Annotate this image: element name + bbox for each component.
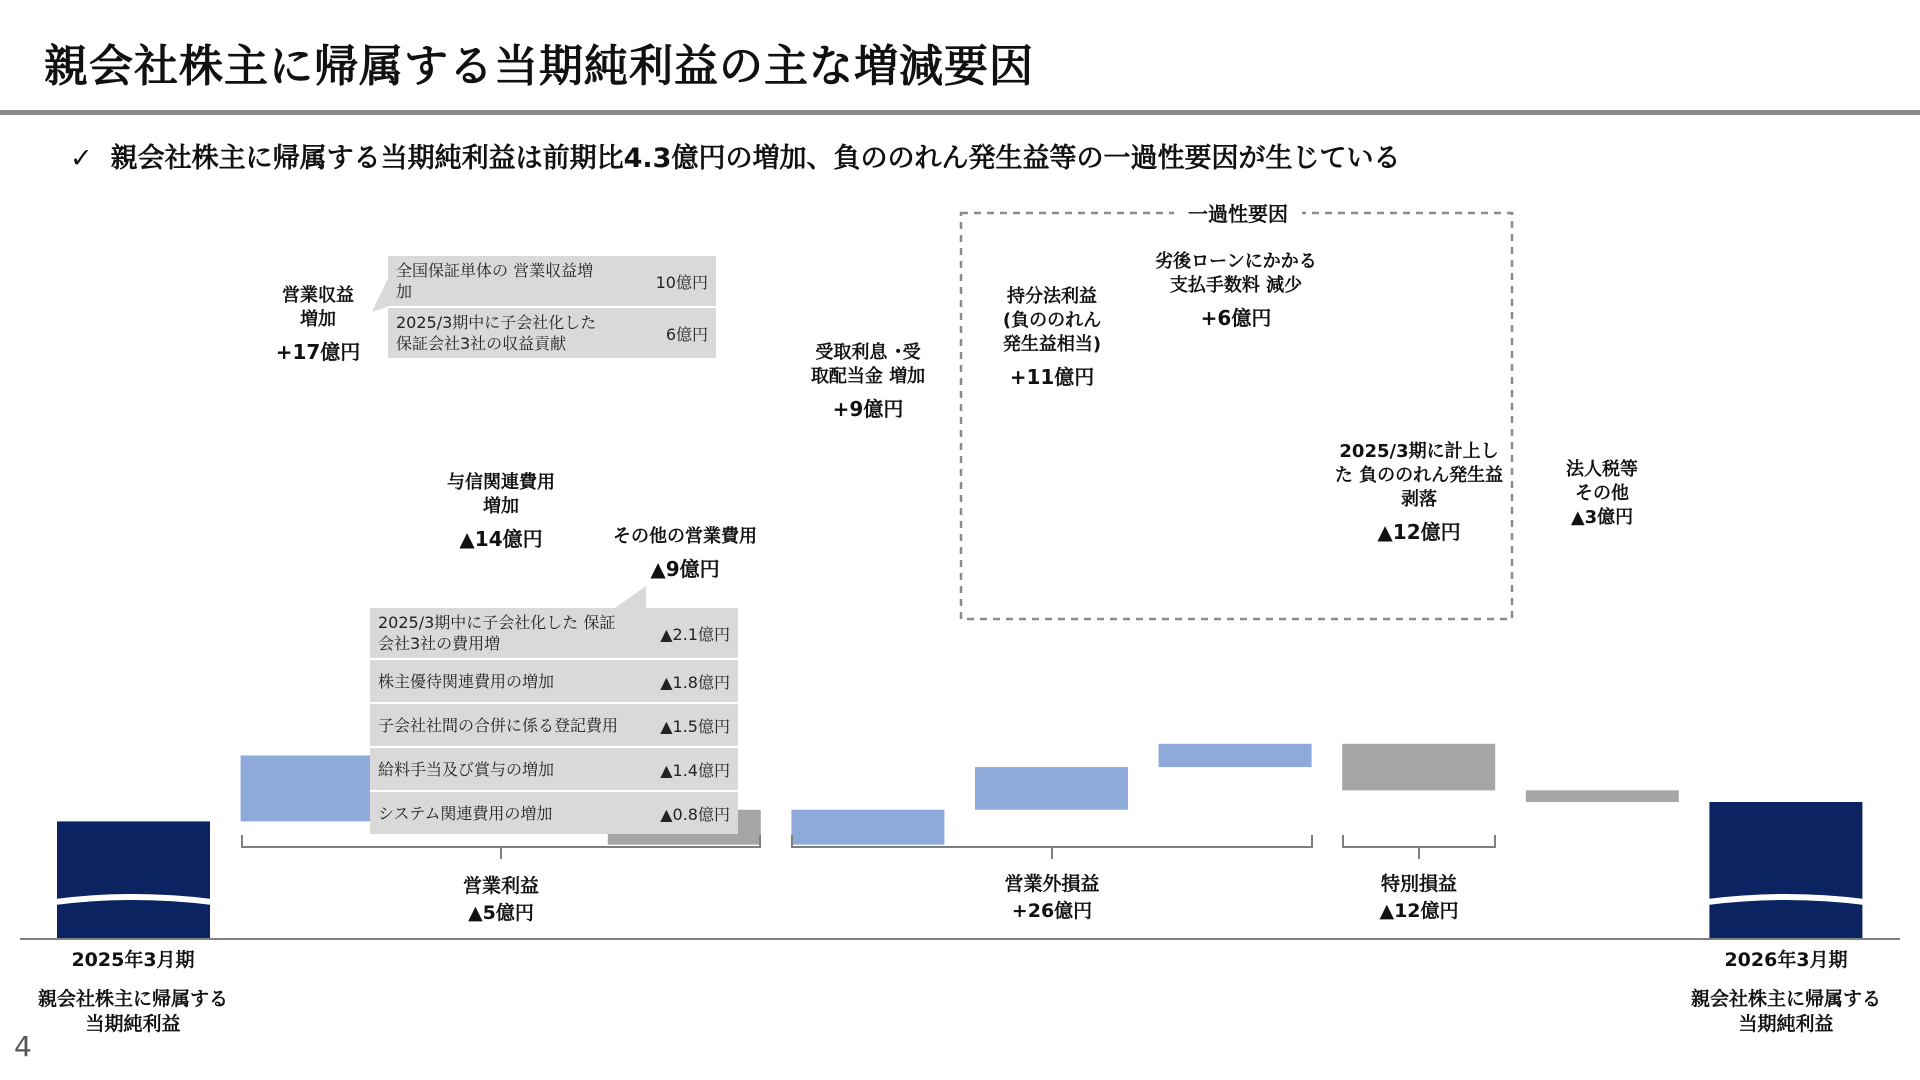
callout-revenue-row-text: 2025/3期中に子会社化した 保証会社3社の収益貢献 [396,313,597,353]
callout-expense-row [370,792,738,834]
label-equity-method-value: +11億円 [1009,365,1095,389]
label-other-opex-name: その他の営業費用 [613,526,757,547]
page-title: 親会社株主に帰属する当期純利益の主な増減要因 [44,41,1034,92]
period-start-year: 2025年3月期 [71,949,195,971]
label-tax-other [1559,458,1645,530]
label-subordinated-loan-name: 劣後ローンにかかる 支払手数料 減少 [1155,251,1317,296]
group-non-operating-value: +26億円 [1011,900,1093,922]
bar-increase [1159,744,1312,767]
label-tax-other-name: 法人税等 その他 [1566,459,1638,504]
label-subordinated-loan [1154,250,1319,330]
label-interest-dividend [808,341,928,421]
label-revenue-increase [275,284,361,364]
callout-revenue-row-amount: 10億円 [655,272,708,292]
callout-expense-row-amount: ▲2.1億円 [660,624,730,644]
period-end-year: 2026年3月期 [1724,949,1848,971]
start-bar-value: 320億円 [81,695,185,724]
bar-start-total [57,821,210,939]
label-interest-dividend-name: 受取利息 ･受取配当金 増加 [810,342,926,387]
group-extraordinary-value: ▲12億円 [1379,900,1459,922]
callout-expense-row-amount: ▲0.8億円 [660,804,730,824]
label-tax-other-value: ▲3億円 [1570,507,1634,528]
period-end-label: 親会社株主に帰属する 当期純利益 [1690,988,1881,1035]
callout-revenue-row [388,308,716,358]
callout-revenue-row [388,256,716,308]
callout-expense-row [370,660,738,704]
callout-expense-row-amount: ▲1.5億円 [660,716,730,736]
label-interest-dividend-value: +9億円 [832,397,904,421]
label-other-opex-value: ▲9億円 [650,557,720,581]
callout-expense-row [370,608,738,660]
label-credit-cost-name: 与信関連費用 増加 [447,472,555,517]
label-credit-cost-value: ▲14億円 [459,527,543,551]
callout-expense-pointer [612,586,646,610]
label-negative-goodwill-reversal-name: 2025/3期に計上した 負ののれん発生益 剥落 [1334,441,1504,510]
group-non-operating [1004,871,1099,925]
period-start-label: 親会社株主に帰属する 当期純利益 [37,988,228,1035]
one-time-factors-label: 一過性要因 [1174,198,1302,227]
label-revenue-increase-name: 営業収益 増加 [282,285,354,330]
label-equity-method-name: 持分法利益 (負ののれん 発生益相当) [1002,286,1102,355]
bar-decrease [1342,744,1495,791]
bar-decrease [1526,790,1679,802]
callout-expense-row-amount: ▲1.4億円 [660,760,730,780]
period-end [1679,948,1894,1037]
group-operating-profit-value: ▲5億円 [468,902,534,924]
callout-expense-row-text: 2025/3期中に子会社化した 保証会社3社の費用増 [378,613,616,653]
group-extraordinary [1379,871,1458,925]
callout-expense-row-text: 株主優待関連費用の増加 [378,671,555,691]
callout-expense-row-text: 給料手当及び賞与の増加 [378,759,555,779]
label-other-opex [613,525,757,581]
page-number: 4 [14,1030,32,1063]
group-operating-profit-name: 営業利益 [462,875,540,897]
callout-expense-row [370,748,738,792]
callout-expense-row [370,704,738,748]
label-negative-goodwill-reversal-value: ▲12億円 [1377,520,1461,544]
bar-increase [791,810,944,845]
summary-text: 親会社株主に帰属する当期純利益は前期比4.3億円の増加、負ののれん発生益等の一過性要因が生じている [110,143,1401,174]
label-equity-method [993,285,1111,389]
check-icon: ✓ [70,143,93,174]
callout-expense-row-amount: ▲1.8億円 [660,672,730,692]
bracket-extraordinary [1343,835,1495,859]
callout-revenue-row-amount: 6億円 [665,324,708,344]
bar-end-total [1709,802,1862,939]
callout-expense-row-text: システム関連費用の増加 [378,803,553,823]
bar-increase [975,767,1128,810]
label-revenue-increase-value: +17億円 [275,340,361,364]
group-non-operating-name: 営業外損益 [1004,873,1100,895]
callout-revenue-breakdown [388,256,716,358]
label-subordinated-loan-value: +6億円 [1200,306,1272,330]
group-extraordinary-name: 特別損益 [1380,873,1457,895]
group-operating-profit [463,873,539,927]
period-start [26,948,241,1037]
label-credit-cost [439,471,564,551]
callout-revenue-row-text: 全国保証単体の 営業収益増加 [396,261,594,301]
callout-expense-row-text: 子会社社間の合併に係る登記費用 [378,715,619,735]
end-bar-value: 325億円 [1734,660,1838,689]
callout-expense-breakdown [370,608,738,834]
label-negative-goodwill-reversal [1334,440,1504,544]
